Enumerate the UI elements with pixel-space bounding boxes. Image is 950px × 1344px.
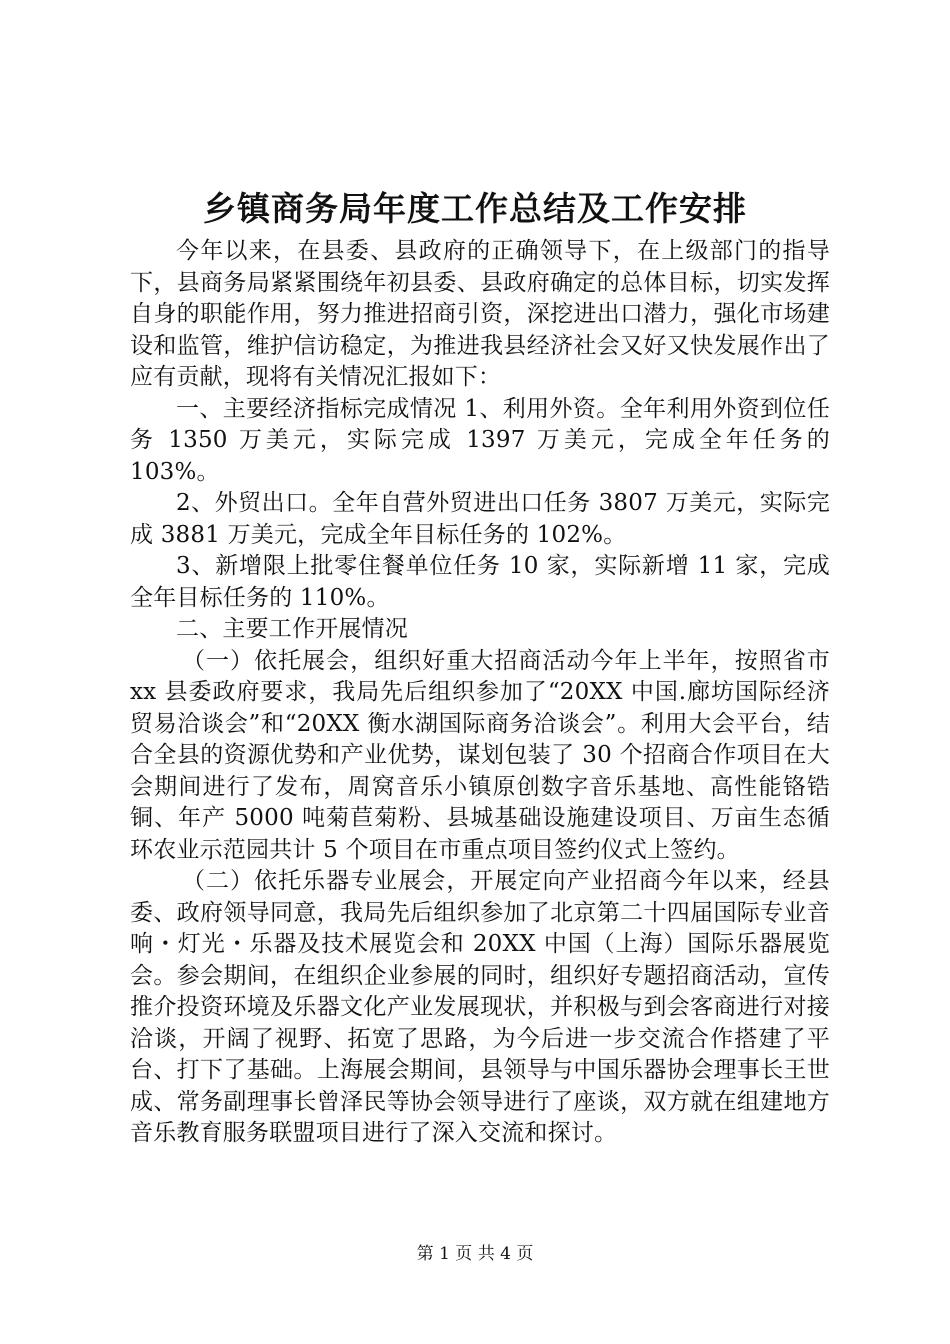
document-body: [130, 236, 830, 1150]
page-footer: 第 1 页 共 4 页: [416, 1244, 534, 1264]
paragraph-intro: 今年以来，在县委、县政府的正确领导下，在上级部门的指导下，县商务局紧紧围绕年初县委、县政府确定的总体目标，切实发挥自身的职能作用，努力推进招商引资，深挖进出口潜力，强化市场建设和监管，维护信访稳定，为推进我县经济社会又好又快发展作出了应有贡献，现将有关情况汇报如下：: [130, 238, 830, 390]
document-title: 乡镇商务局年度工作总结及工作安排: [203, 189, 747, 228]
paragraph-item-3: 3、新增限上批零住餐单位任务 10 家，实际新增 11 家，完成全年目标任务的 110%。: [130, 553, 830, 611]
paragraph-subsection-2: （二）依托乐器专业展会，开展定向产业招商今年以来，经县委、政府领导同意，我局先后组织参加了北京第二十四届国际专业音响・灯光・乐器及技术展览会和 20XX 中国（上海）国际乐器展览会。参会期间，在组织企业参展的同时，组织好专题招商活动，宣传推介投资环境及乐器文化产业发展现状，并积极与到会客商进行对接洽谈，开阔了视野、拓宽了思路，为今后进一步交流合作搭建了平台、打下了基础。上海展会期间，县领导与中国乐器协会理事长王世成、常务副理事长曾泽民等协会领导进行了座谈，双方就在组建地方音乐教育服务联盟项目进行了深入交流和探讨。: [130, 868, 830, 1146]
paragraph-subsection-1: （一）依托展会，组织好重大招商活动今年上半年，按照省市 xx 县委政府要求，我局先后组织参加了“20XX 中国.廊坊国际经济贸易洽谈会”和“20XX 衡水湖国际商务洽谈会”。利用大会平台，结合全县的资源优势和产业优势，谋划包装了 30 个招商合作项目在大会期间进行了发布，周窝音乐小镇原创数字音乐基地、高性能铬锆铜、年产 5000 吨菊苣菊粉、县城基础设施建设项目、万亩生态循环农业示范园共计 5 个项目在市重点项目签约仪式上签约。: [130, 647, 830, 863]
paragraph-item-2: 2、外贸出口。全年自营外贸进出口任务 3807 万美元，实际完成 3881 万美元，完成全年目标任务的 102%。: [130, 490, 830, 548]
paragraph-section-1: 一、主要经济指标完成情况 1、利用外资。全年利用外资到位任务 1350 万美元，实际完成 1397 万美元，完成全年任务的 103%。: [130, 395, 830, 485]
section-heading-2: 二、主要工作开展情况: [176, 616, 408, 642]
